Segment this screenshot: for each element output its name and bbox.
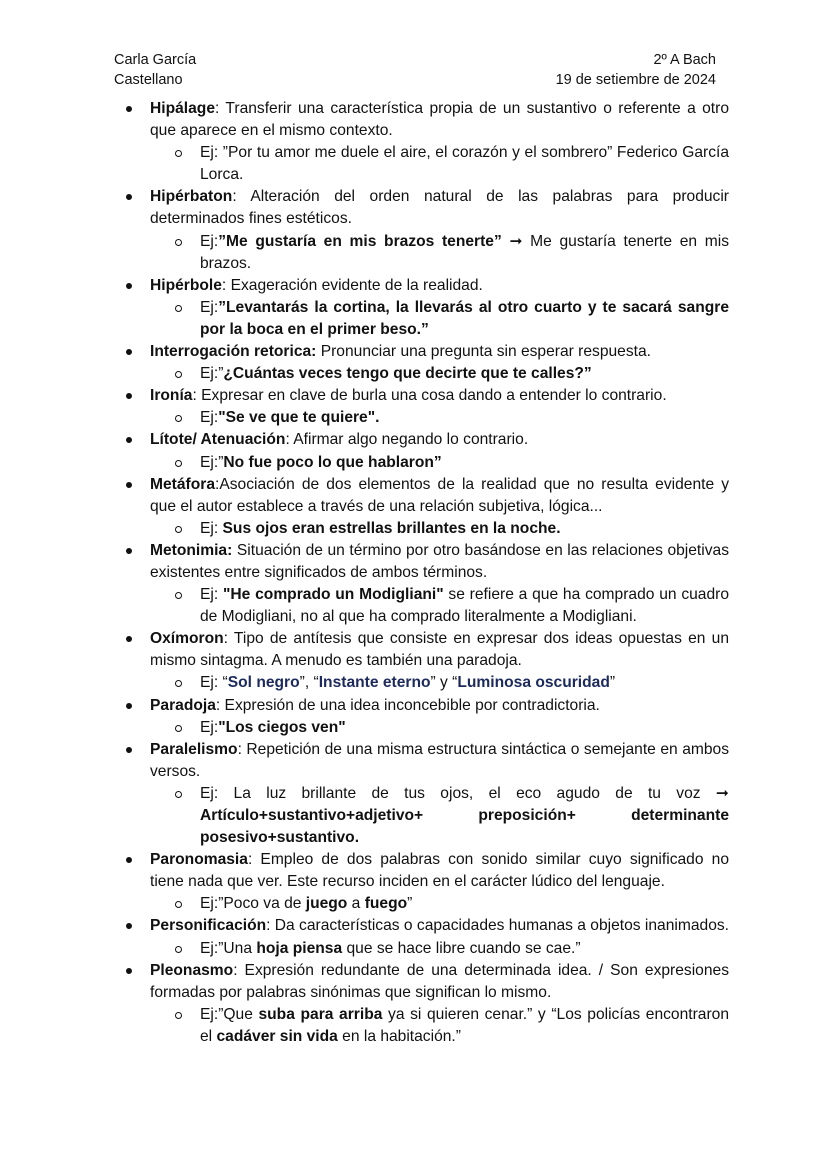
text: Ej:” [200,365,224,383]
text: Ej:”Una [200,939,257,957]
bold-text: Hipálage [150,100,215,117]
bold-text: "Se ve que te quiere". [218,409,380,427]
bold-text: Oxímoron [150,630,224,648]
bold-text: Paronomasia [150,851,248,869]
text: : Da características o capacidades humanas a objetos inanimados. [266,917,729,935]
text: : Exageración evidente de la realidad. [221,276,483,294]
bold-text: Interrogación retorica: [150,343,317,361]
subject: Castellano [114,72,183,88]
bold-text: Metáfora [150,475,215,493]
text: : Empleo de dos palabras con sonido similar cuyo significado no tiene nada que ver. Este recurso inciden en el carácter lúdico del lenguaje. [150,851,729,891]
example-item [200,297,729,341]
course: 2º A Bach [653,52,716,68]
bold-text: suba para arriba [258,1005,383,1023]
bold-text: hoja piensa [256,939,343,957]
bold-text: Paradoja [150,696,216,714]
example-item [200,672,729,694]
text: Pronunciar una pregunta sin esperar respuesta. [316,343,651,361]
bold-text: Sol negro [227,674,300,692]
bold-text: Artículo+sustantivo+adjetivo+ preposición+ determinante posesivo+sustantivo. [200,807,729,847]
example-item [200,1004,729,1048]
list-item [150,915,729,937]
example-item [200,363,729,385]
bold-text: ¿Cuántas veces tengo que decirte que te calles?” [223,365,592,383]
text: : Expresión de una idea inconcebible por contradictoria. [215,696,600,714]
text: ”, “ [299,674,319,692]
bold-text: Lítote/ Atenuación [150,431,286,449]
example-item [200,518,729,540]
example-item [200,938,729,960]
bold-text: Hipérbole [150,276,222,294]
text: a [347,895,365,913]
example-item [200,452,729,474]
example-item [200,783,729,849]
bold-text: Pleonasmo [150,961,234,979]
list-item [150,429,729,451]
bold-text: Hipérbaton [150,188,233,206]
text: Ej: [200,586,223,604]
bold-text: Luminosa oscuridad [457,674,610,692]
list-item [150,628,729,672]
example-item [200,717,729,739]
list-item [150,341,729,363]
text: Ej:”Que [200,1005,259,1023]
text: Ej: [200,718,219,736]
text: : Afirmar algo negando lo contrario. [285,431,529,449]
list-item [150,385,729,407]
bold-text: Metonimia: [150,541,233,559]
text: ” y “ [430,674,458,692]
bold-text: Ironía [150,387,193,405]
text: Ej: [200,409,219,427]
list-item [150,540,729,584]
text: Ej:”Poco va de [200,895,306,913]
bold-text: No fue poco lo que hablaron” [223,453,442,471]
bold-text: juego [305,895,348,913]
list-item [150,275,729,297]
list-item [150,474,729,518]
bold-text: cadáver sin vida [216,1027,338,1045]
text: : Repetición de una misma estructura sintáctica o semejante en ambos versos. [150,740,729,780]
list-item [150,98,729,142]
author-name: Carla García [114,52,197,68]
text: Ej: [200,232,219,250]
example-item [200,231,729,275]
bold-text: ”Levantarás la cortina, la llevarás al otro cuarto y te sacará sangre por la boca en el primer beso.” [200,298,729,338]
text: ya si quieren cenar.” y “Los policías encontraron el [200,1005,729,1045]
text: :Asociación de dos elementos de la realidad que no resulta evidente y que el autor establece a través de una relación subjetiva, lógica... [150,475,729,515]
text: ” [609,674,616,692]
list-item [150,695,729,717]
bold-text: ”Me gustaría en mis brazos tenerte” [218,232,502,250]
bold-text: "Los ciegos ven" [218,718,346,736]
bold-text: "He comprado un Modigliani" [223,586,444,604]
list-item [150,739,729,783]
example-item [200,407,729,429]
text: ” [407,895,413,913]
text: Ej: “ [200,674,228,692]
text: Ej: La luz brillante de tus ojos, el eco agudo de tu voz ➞ [200,784,729,802]
example-item [200,142,729,186]
text: Ej: [200,298,219,316]
list-item [150,960,729,1004]
text: que se hace libre cuando se cae.” [342,939,581,957]
header-left [114,50,196,90]
list-item [150,849,729,893]
list-item [150,186,729,230]
bold-text: Instante eterno [318,674,431,692]
bold-text: fuego [364,895,408,913]
text: : Alteración del orden natural de las palabras para producir determinados fines estéticos. [150,188,729,228]
bold-text: Sus ojos eran estrellas brillantes en la noche. [222,519,561,537]
text: Ej: ”Por tu amor me duele el aire, el corazón y el sombrero” Federico García Lorca. [200,144,729,184]
bold-text: Personificación [150,917,267,935]
text: Situación de un término por otro basándose en las relaciones objetivas existentes entre significados de ambos términos. [150,541,729,581]
text: Ej: [200,519,223,537]
text: : Expresión redundante de una determinada idea. / Son expresiones formadas por palabras sinónimas que significan lo mismo. [150,961,729,1001]
text: en la habitación.” [337,1027,461,1045]
text: ➞ Me gustaría tenerte en mis brazos. [200,232,729,272]
bold-text: Paralelismo [150,740,238,758]
text: se refiere a que ha comprado un cuadro de Modigliani, no al que ha comprado literalmente a Modigliani. [200,586,730,626]
text: : Tipo de antítesis que consiste en expresar dos ideas opuestas en un mismo sintagma. A menudo es también una paradoja. [150,630,729,670]
rhetorical-figures-list [150,98,729,1048]
text: : Transferir una característica propia de un sustantivo o referente a otro que aparece en el mismo contexto. [150,100,729,140]
example-item [200,893,729,915]
text: Ej:” [200,453,224,471]
example-item [200,584,729,628]
header-right [556,50,716,90]
date: 19 de setiembre de 2024 [555,72,716,88]
text: : Expresar en clave de burla una cosa dando a entender lo contrario. [192,387,667,405]
